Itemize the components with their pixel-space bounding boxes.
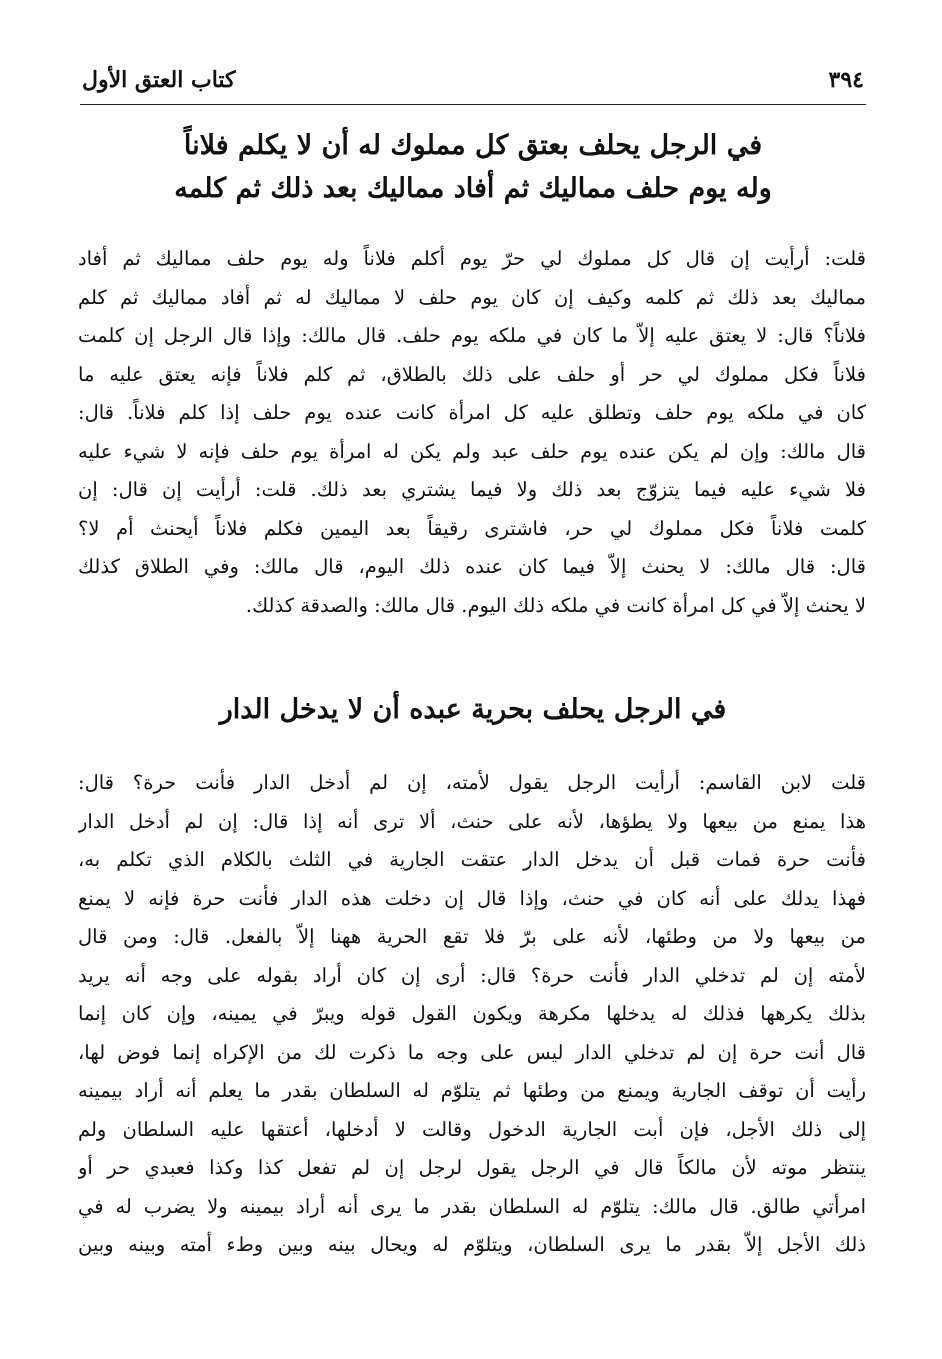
text-line: قال مالك: وإن لم يكن عنده يوم حلف عبد ولم يكن له امرأة يوم حلف فإنه لا شيء عليه [78, 439, 866, 463]
running-head [82, 60, 864, 100]
section-title-line: وله يوم حلف مماليك ثم أفاد مماليك بعد ذلك ثم كلمه [174, 173, 772, 204]
text-line: إلى ذلك الأجل، فإن أبت الجارية الدخول وقالت لا أدخلها، أعتقها عليه السلطان ولم [78, 1117, 866, 1141]
text-line: قلت لابن القاسم: أرأيت الرجل يقول لأمته، إن لم أدخل الدار فأنت حرة؟ قال: [78, 771, 866, 794]
section-title-2 [80, 688, 866, 731]
text-line: قلت: أرأيت إن قال كل مملوك لي حرّ يوم أكلم فلاناً وله يوم حلف مماليك ثم أفاد [78, 247, 866, 270]
text-line: قال: قال مالك: لا يحنث إلاّ فيما كان عنده ذلك اليوم، قال مالك: وفي الطلاق كذلك [78, 555, 866, 578]
text-line: فلا شيء عليه فيما يتزوّج بعد ذلك ولا فيما يشتري بعد ذلك. قلت: أرأيت إن قال: إن [78, 478, 866, 501]
section-title-line: في الرجل يحلف بعتق كل مملوك له أن لا يكلم فلاناً [183, 130, 763, 161]
text-line: قال أنت حرة إن لم تدخلي الدار ليس على وجه ما ذكرت لك من الإكراه إنما فوض لها، [78, 1040, 866, 1064]
section-title-line: في الرجل يحلف بحرية عبده أن لا يدخل الدار [219, 694, 727, 725]
text-line: فلاناً؟ قال: لا يعتق عليه إلاّ ما كان في ملكه يوم حلف. قال مالك: وإذا قال الرجل إن كلمت [78, 324, 866, 347]
text-line: فهذا يدلك على أنه كان في حنث، وإذا قال إن دخلت هذه الدار فأنت حرة فإنه لا يمنع [78, 886, 866, 910]
text-line: فأنت حرة فمات قبل أن يدخل الدار عتقت الجارية في الثلث بالكلام الذي تكلم به، [78, 848, 866, 871]
text-line: مماليك بعد ذلك ثم كلمه وكيف إن كان يوم حلف لا مماليك له ثم أفاد مماليك ثم كلم [78, 285, 866, 309]
text-line: كلمت فلاناً فكل مملوك لي حر، فاشترى رقيقاً بعد اليمين فكلم فلاناً أيحنث أم لا؟ [78, 516, 866, 540]
text-line: كان في ملكه يوم حلف وتطلق عليه كل امرأة كانت عنده يوم حلف إذا كلم فلاناً. قال: [78, 401, 866, 424]
paragraph-2 [78, 764, 866, 1265]
text-line: بذلك يكرهها فذلك له يدخلها مكرهة ويكون القول قوله ويبرّ في يمينه، وإن كان إنما [78, 1002, 866, 1025]
text-line: ينتظر موته لأن مالكاً قال في الرجل يقول لرجل إن لم تفعل كذا وكذا فعبدي حر أو [78, 1156, 866, 1179]
text-line: ذلك الأجل إلاّ بقدر ما يرى السلطان، ويتلوّم له ويحال بينه وبين وطء أمته وبينه وبين [78, 1233, 866, 1256]
text-line: امرأتي طالق. قال مالك: يتلوّم له السلطان بقدر ما يرى أنه أراد بيمينه ولا يضرب له في [78, 1194, 866, 1218]
text-line: لا يحنث إلاّ في كل امرأة كانت في ملكه ذلك اليوم. قال مالك: والصدقة كذلك. [245, 593, 866, 617]
text-line: من بيعها ولا من وطئها، لأنه على برّ فلا تقع الحرية ههنا إلاّ بالفعل. قال: ومن قال [78, 925, 866, 948]
text-line: فلاناً فكل مملوك لي حر أو حلف على ذلك بالطلاق، ثم كلم فلاناً فإنه يعتق عليه ما [78, 362, 866, 386]
header-rule [80, 104, 866, 105]
section-title-1 [80, 124, 866, 210]
text-line: هذا يمنع من بيعها ولا يطؤها، لأنه على حنث، ألا ترى أنه إذا قال: إن لم أدخل الدار [78, 809, 866, 833]
text-line: رأيت أن توقف الجارية ويمنع من وطئها ثم يتلوّم له السلطان بقدر ما يعلم أنه أراد بيمينه [78, 1079, 866, 1102]
paragraph-1 [78, 240, 866, 625]
book-title: كتاب العتق الأول [82, 67, 236, 93]
page-number: ٣٩٤ [828, 67, 864, 93]
text-line: لأمته إن لم تدخلي الدار فأنت حرة؟ قال: أرى إن كان أراد بقوله على وجه أنه يريد [78, 963, 866, 987]
